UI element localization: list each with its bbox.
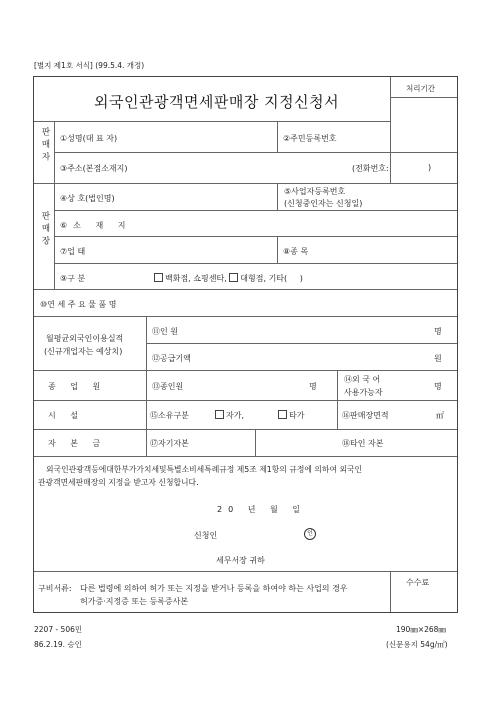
- sales-label: 월평균외국인이용실적: [46, 334, 124, 343]
- main-items-label: ⑩연 세 주 요 물 품 명: [40, 300, 117, 309]
- application-form: [33, 76, 458, 613]
- foreign-lang-label-2: 사용가능자: [344, 388, 383, 397]
- category-label: ⑨구 분: [60, 274, 86, 283]
- biz-reg-note: (신청중인자는 신청일): [284, 199, 363, 208]
- business-type-label: ⑦업 태: [60, 247, 86, 256]
- foreign-lang-unit: 명: [434, 382, 442, 391]
- checkbox-dept[interactable]: [154, 273, 163, 282]
- area-unit: ㎡: [436, 411, 444, 420]
- footer-code: 2207 - 506민: [34, 625, 83, 634]
- addressee: 세무서장 귀하: [216, 556, 265, 565]
- trade-name-label: ④상 호(법인명): [60, 194, 115, 203]
- form-title: 외국인관광객면세판매장 지정신청서: [94, 93, 340, 111]
- applicant-section-label: 판매자: [40, 127, 50, 165]
- persons-unit: 명: [434, 327, 442, 336]
- ownership-label: ⑮소유구분: [150, 411, 189, 420]
- supply-unit: 원: [434, 354, 442, 363]
- declaration-line-2: 관광객면세판매장의 지정을 받고자 신청합니다.: [38, 478, 199, 487]
- processing-period-label: 처리기간: [406, 84, 435, 93]
- name-label: ①성명(대 표 자): [60, 134, 118, 143]
- checkbox-own[interactable]: [215, 410, 224, 419]
- resident-no-label: ②주민등록번호: [283, 134, 337, 143]
- sales-note: (신규개업자는 예상치): [44, 347, 123, 356]
- footer-size: 190㎜×268㎜: [396, 625, 446, 634]
- documents-line-1: 다른 법령에 의하여 허가 또는 지정을 받거나 등록을 하여야 하는 사업의 경우: [80, 584, 348, 593]
- seal-mark: 인: [304, 528, 316, 540]
- capital-label: 자 본 금: [48, 439, 107, 448]
- total-employees-unit: 명: [309, 382, 317, 391]
- form-number: [별지 제1호 서식] (99.5.4. 개정): [34, 61, 145, 70]
- borrowed-capital-label: ⑱타인 자본: [342, 439, 384, 448]
- ownership-rented: 타가: [278, 410, 304, 421]
- documents-label: 구비서류:: [38, 584, 72, 593]
- own-capital-label: ⑰자기자본: [150, 439, 189, 448]
- fee-label: 수수료: [406, 578, 430, 587]
- employees-label: 종 업 원: [48, 382, 107, 391]
- item-label: ⑧종 목: [283, 247, 309, 256]
- category-options: 백화점, 쇼핑센타, 대형점, 기타( ): [154, 273, 303, 284]
- ownership-own: 자가,: [215, 410, 244, 421]
- checkbox-rented[interactable]: [278, 410, 287, 419]
- supply-label: ⑫공급기액: [152, 354, 191, 363]
- foreign-lang-label: ⑭외 국 어: [344, 375, 381, 384]
- area-label: ⑯판매장면적: [342, 411, 389, 420]
- phone-label: (전화번호:: [352, 164, 389, 173]
- footer-paper: (신문용지 54g/㎡): [386, 640, 448, 649]
- location-label: ⑥소 재 지: [60, 221, 132, 230]
- address-label: ③주소(본점소재지): [60, 164, 128, 173]
- declaration-line-1: 외국인관광객등에대한부가가치세및특별소비세특례규정 제5조 제1항의 규정에 의하여 외국인: [46, 465, 363, 474]
- checkbox-mart[interactable]: [229, 273, 238, 282]
- footer-approval: 86.2.19. 승인: [34, 640, 82, 649]
- documents-line-2: 허가증·지정증 또는 등록증사본: [80, 597, 189, 606]
- persons-label: ⑪인 원: [152, 327, 178, 336]
- facility-label: 시 설: [48, 411, 84, 420]
- biz-reg-label: ⑤사업자등록번호: [284, 187, 346, 196]
- total-employees-label: ⑬종인원: [152, 382, 184, 391]
- declaration-date: 20 년 월 일: [217, 505, 306, 514]
- applicant-signature-label: 신청인: [194, 531, 218, 540]
- store-section-label: 판매장: [40, 211, 50, 249]
- phone-close: ): [428, 163, 432, 172]
